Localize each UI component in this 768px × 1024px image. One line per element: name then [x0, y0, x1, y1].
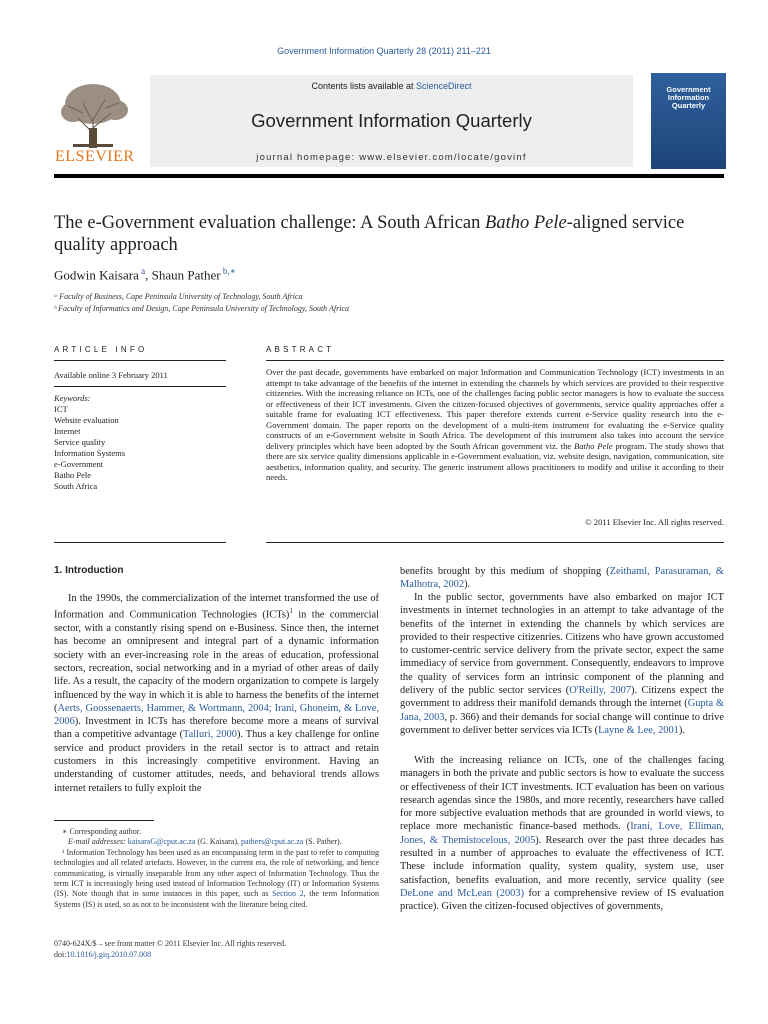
section-link[interactable]: Section 2 — [272, 889, 304, 899]
divider — [266, 360, 724, 361]
keyword: South Africa — [54, 481, 98, 491]
footnote-rule — [54, 820, 154, 821]
citation-link[interactable]: Gupta & Jana, 2003 — [400, 698, 724, 723]
body-paragraph: In the public sector, governments have also embarked on major ICT investments in internet technologies in an attempt to take advantage of the benefits of the internet in extending the channels by which services are provided to their respective citizenries. Citizens who have grown accustomed to customer-centric service delivery from the private sector, expect the same immediacy of service from government. Consequently, endeavors to improve the quality of services form an intrinsic component of the planning and delivery of the public sector services (O'Reilly, 2007). Citizens expect the government to address their manifold demands through the internet (Gupta & Jana, 2003, p. 366) and their demands for social change will continue to drive government to deliver better services via ICTs (Layne & Lee, 2001). — [400, 592, 724, 736]
keyword: Service quality — [54, 437, 106, 447]
keyword-list — [54, 404, 125, 492]
contents-prefix: Contents lists available at — [311, 81, 417, 91]
issn-line: 0740-624X/$ – see front matter © 2011 Elsevier Inc. All rights reserved. — [54, 939, 287, 948]
abstract-heading: ABSTRACT — [266, 345, 335, 354]
citation-link[interactable]: Irani, Love, Elliman, Jones, & Themistocelous, 2005 — [400, 821, 724, 846]
citation-link[interactable]: Layne & Lee, 2001 — [598, 724, 679, 736]
divider — [54, 542, 226, 543]
page-footer — [54, 938, 286, 960]
keyword: Batho Pele — [54, 470, 92, 480]
citation-link[interactable]: Aerts, Goossenaerts, Hammer, & Wortmann, 2004; Irani, Ghoneim, & Love, 2006 — [54, 702, 379, 728]
available-online-date: Available online 3 February 2011 — [54, 370, 168, 380]
elsevier-wordmark: ELSEVIER — [55, 148, 135, 165]
journal-citation[interactable]: Government Information Quarterly 28 (2011) 211–221 — [277, 46, 491, 56]
journal-cover-title: Government Information Quarterly — [666, 85, 711, 110]
article-info-heading: ARTICLE INFO — [54, 345, 148, 354]
divider — [266, 542, 724, 543]
citation-link[interactable]: DeLone and McLean (2003) — [400, 887, 525, 899]
footnotes — [54, 827, 379, 910]
divider — [54, 386, 226, 387]
keyword: ICT — [54, 404, 68, 414]
body-paragraph: In the 1990s, the commercialization of the internet transformed the use of Information and Communication Technologies (ICTs)$^1$ in the commercial sector, with a constantly rising spend on e-Business. Since then, the internet has become an omnipresent and integral part of a dynamic information society with an ever-increasing role in the areas of education, professional sectors, recreation, social networking and in a myriad of other areas of daily life. As a result, the capacity of the modern organization to compete is largely influenced by the way in which it is able to harness the benefits of the internet (Aerts, Goossenaerts, Hammer, & Wortmann, 2004; Irani, Ghoneim, & Love, 2006). Investment in ICTs has therefore become more a means of survival than a competitive advantage (Talluri, 2000). Thus a key challenge for online service and product providers in the retail sector is to attract and retain customers in this increasingly competitive environment. Having an understanding of customer attitudes, needs, and behavioral trends allows internet retailers to fully exploit the — [54, 593, 379, 794]
author-name: Godwin Kaisara — [54, 267, 139, 283]
header-rule — [54, 174, 724, 178]
corresponding-author-note: ∗ Corresponding author. — [62, 827, 141, 836]
journal-title: Government Information Quarterly — [251, 110, 532, 131]
affiliation-marker[interactable]: b,∗ — [220, 266, 236, 276]
author-name: Shaun Pather — [151, 267, 221, 283]
citation-link[interactable]: O'Reilly, 2007 — [569, 685, 632, 697]
email-link[interactable]: kaisaraG@cput.ac.za — [127, 837, 196, 847]
abstract-copyright: © 2011 Elsevier Inc. All rights reserved. — [585, 517, 724, 527]
section-heading: 1. Introduction — [54, 565, 124, 576]
affiliations: ᵃ Faculty of Business, Cape Peninsula University of Technology, South Africa ᵇ Faculty of Informatics and Design, Cape Peninsula University of Technology, South Africa — [54, 292, 350, 313]
keyword: e-Government — [54, 459, 104, 469]
keyword: Information Systems — [54, 448, 126, 458]
email-addresses: E-mail addresses: kaisaraG@cput.ac.za (G. Kaisara), pathers@cput.ac.za (S. Pather). — [68, 837, 342, 847]
doi-line: doi:10.1016/j.giq.2010.07.008 — [54, 950, 152, 959]
article-title: The e-Government evaluation challenge: A South African Batho Pele-aligned service quality approach — [54, 213, 685, 255]
footnote-marker[interactable]: 1 — [289, 607, 293, 616]
body-paragraph: benefits brought by this medium of shopping (Zeithaml, Parasuraman, & Malhotra, 2002). — [400, 566, 724, 591]
email-link[interactable]: pathers@cput.ac.za — [241, 837, 304, 847]
footnote-1: ¹ Information Technology has been used as an encompassing term in the past to refer to computing technologies and all related artefacts. However, in the current era, the role of networking, and hence communicating, is virtually inseparable from any other aspect of Information Technology. Thus the term ICT is increasingly being used instead of Information Technology (IT) or Information Systems (IS). Note though that in some instances in this paper, such as Section 2, the term Information Systems (IS) is used, so as not to be inconsistent with the literature being cited. — [54, 847, 379, 909]
keyword: Internet — [54, 426, 81, 436]
citation-link[interactable]: Talluri, 2000 — [183, 729, 237, 741]
divider — [54, 360, 226, 361]
contents-line — [150, 81, 633, 91]
body-paragraph: With the increasing reliance on ICTs, one of the challenges facing managers in both the private and public sectors is how to evaluate the success or effectiveness of their ICT investments. ICT evaluation has been on various research agendas since the 1980s, and more recently, researchers have called for more subjective evaluation methods that are grounded in world views, to replace more mechanistic finance-based methods. (Irani, Love, Elliman, Jones, & Themistocelous, 2005). Research over the past three decades has resulted in a number of approaches to evaluate the effectiveness of ICT. These include information quality, system quality, system use, user satisfaction, benefits evaluation, and more recently, service quality (see DeLone and McLean (2003) for a comprehensive review of IS evaluation practice). Given the citizen-focused objectives of governments, — [400, 755, 724, 913]
doi-link[interactable]: 10.1016/j.giq.2010.07.008 — [66, 950, 152, 959]
sciencedirect-link[interactable]: ScienceDirect — [416, 81, 472, 91]
citation-link[interactable]: Zeithaml, Parasuraman, & Malhotra, 2002 — [400, 566, 724, 591]
keywords-label: Keywords: — [54, 393, 91, 403]
keyword: Website evaluation — [54, 415, 119, 425]
affiliation-marker[interactable]: a — [138, 266, 146, 276]
journal-homepage[interactable]: journal homepage: www.elsevier.com/locate/govinf — [256, 152, 527, 163]
author-list: Godwin Kaisara $^a$, Shaun Pather $^{b,∗}$ — [54, 266, 236, 283]
abstract-text: Over the past decade, governments have embarked on major Information and Communication Technology (ICT) investments in an attempt to take advantage of the benefits of the internet in extending the channels by which services are provided to their respective citizenries. With the increasing reliance on ICTs, one of the challenges facing public sector managers is how to evaluate the success or effectiveness of their ICT investments. Given the citizen-focused objectives of governments, service quality approaches offer a suitable frame for evaluating ICT effectiveness. This paper therefore extends current e-Service quality research into the e-Government domain. The paper reports on the development of a multi-item instrument for evaluating the e-Service quality constructs of an e-Government website in South Africa. The development of this instrument also takes into account the service delivery principles which have been adopted by the South African government viz. the Batho Pele program. The study shows that there are six service quality dimensions applicable in e-Government evaluation, viz. website design, navigation, communication, site aesthetics, information quality, and security. The generic instrument allows practitioners to modify and utilise it according to their needs. — [266, 367, 724, 482]
